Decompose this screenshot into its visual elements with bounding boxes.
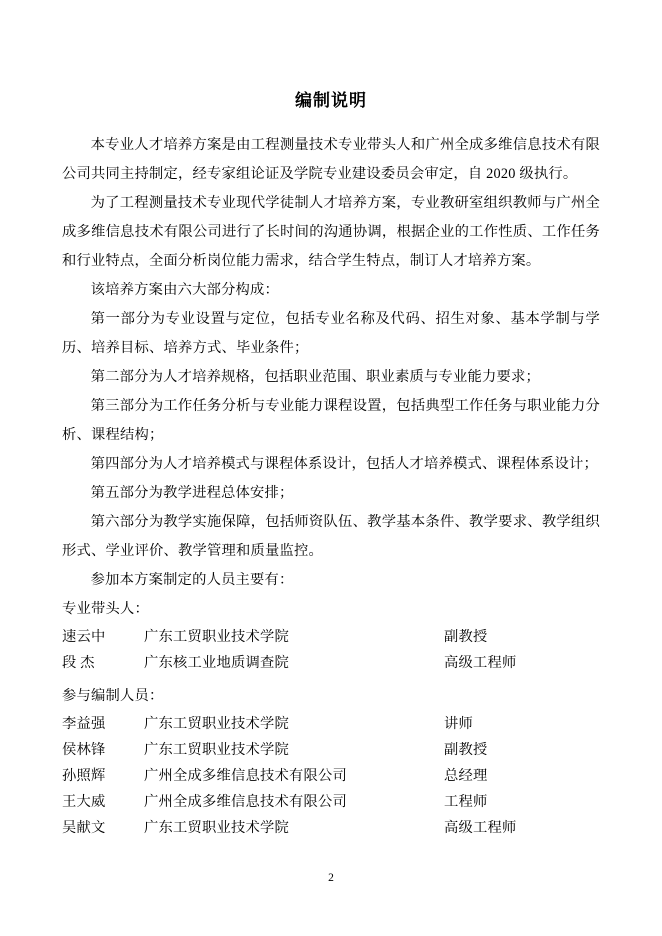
- paragraph-5: 第二部分为人才培养规格，包括职业范围、职业素质与专业能力要求；: [90, 369, 540, 385]
- paragraph-7: 第四部分为人才培养模式与课程体系设计，包括人才培养模式、课程体系设计；: [90, 456, 598, 472]
- page-number: 2: [328, 872, 334, 884]
- person-title: 讲师: [444, 716, 473, 732]
- person-title: 高级工程师: [444, 655, 517, 671]
- table-row: [62, 650, 600, 676]
- paragraph-4: 第一部分为专业设置与定位，包括专业名称及代码、招生对象、基本学制与学历、培养目标、培养方式、毕业条件；: [62, 311, 600, 356]
- paragraph-6: 第三部分为工作任务分析与专业能力课程设置，包括典型工作任务与职业能力分析、课程结构；: [62, 398, 600, 443]
- table-row: [62, 737, 600, 763]
- person-name: 王大威: [62, 794, 106, 810]
- table-row: [62, 624, 600, 650]
- person-org: 广州全成多维信息技术有限公司: [144, 768, 347, 784]
- leader-section-label: 专业带头人：: [62, 601, 149, 617]
- person-org: 广东工贸职业技术学院: [144, 742, 289, 758]
- person-org: 广东工贸职业技术学院: [144, 820, 289, 836]
- participants-roster-table: [62, 711, 600, 841]
- paragraph-9: 第六部分为教学实施保障，包括师资队伍、教学基本条件、教学要求、教学组织形式、学业评价、教学管理和质量监控。: [62, 514, 600, 559]
- person-name: 吴献文: [62, 820, 106, 836]
- person-title: 工程师: [444, 794, 488, 810]
- person-org: 广东工贸职业技术学院: [144, 629, 289, 645]
- leader-roster-table: [62, 624, 600, 676]
- table-row: [62, 763, 600, 789]
- paragraph-3: 该培养方案由六大部分构成：: [90, 282, 280, 298]
- paragraph-2: 为了工程测量技术专业现代学徒制人才培养方案，专业教研室组织教师与广州全成多维信息技术有限公司进行了长时间的沟通协调，根据企业的工作性质、工作任务和行业特点，全面分析岗位能力需求，结合学生特点，制订人才培养方案。: [62, 195, 600, 269]
- paragraph-1: 本专业人才培养方案是由工程测量技术专业带头人和广州全成多维信息技术有限公司共同主持制定，经专家组论证及学院专业建设委员会审定，自 2020 级执行。: [62, 137, 600, 182]
- person-name: 速云中: [62, 629, 106, 645]
- table-row: [62, 789, 600, 815]
- paragraph-10: 参加本方案制定的人员主要有：: [90, 572, 294, 588]
- person-name: 段 杰: [62, 655, 95, 671]
- page-title: 编制说明: [295, 91, 367, 110]
- person-name: 孙照辉: [62, 768, 106, 784]
- paragraph-8: 第五部分为教学进程总体安排；: [90, 485, 294, 501]
- person-title: 高级工程师: [444, 820, 517, 836]
- person-org: 广东工贸职业技术学院: [144, 716, 289, 732]
- person-title: 总经理: [444, 768, 488, 784]
- person-org: 广州全成多维信息技术有限公司: [144, 794, 347, 810]
- person-name: 侯林锋: [62, 742, 106, 758]
- person-title: 副教授: [444, 629, 488, 645]
- participants-section-label: 参与编制人员：: [62, 688, 164, 704]
- person-name: 李益强: [62, 716, 106, 732]
- person-title: 副教授: [444, 742, 488, 758]
- table-row: [62, 711, 600, 737]
- person-org: 广东核工业地质调查院: [144, 655, 289, 671]
- table-row: [62, 815, 600, 841]
